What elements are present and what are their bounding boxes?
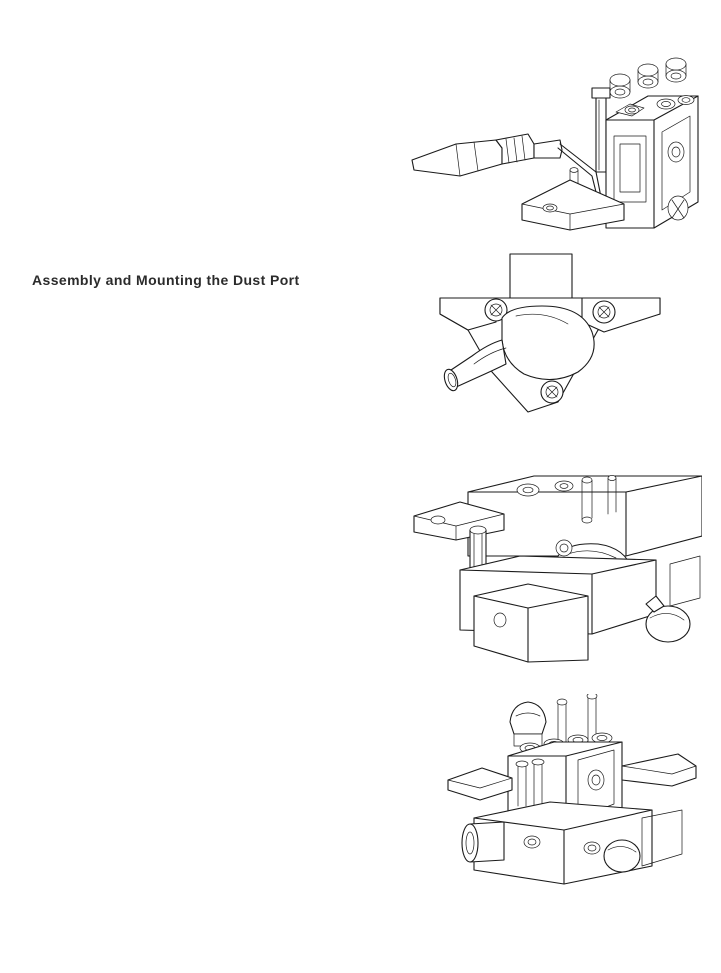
figure-dust-port-bracket <box>432 252 668 420</box>
page-section-heading: Assembly and Mounting the Dust Port <box>32 272 300 288</box>
figure-hex-key-adjusting-assembly <box>410 52 702 232</box>
figure-dust-port-mounted-on-head <box>412 474 702 664</box>
figure-complete-head-assembly <box>446 694 698 890</box>
